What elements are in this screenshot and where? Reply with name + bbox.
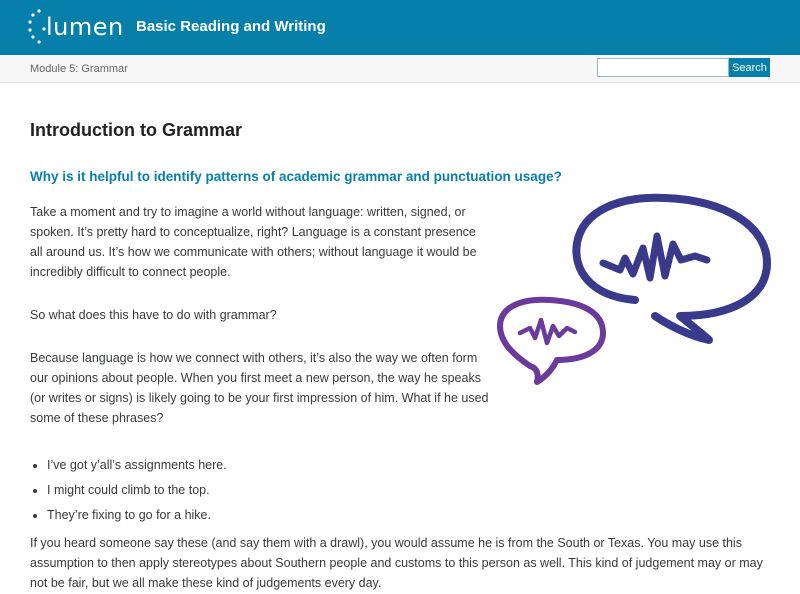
question-paragraph: So what does this have to do with grammar? [30, 308, 277, 322]
list-item: I’ve got y’all’s assignments here. [47, 453, 227, 478]
section-question: Why is it helpful to identify patterns of academic grammar and punctuation usage? [30, 169, 562, 184]
search-input[interactable] [597, 58, 729, 77]
course-title[interactable]: Basic Reading and Writing [136, 18, 326, 35]
logo-dots-icon [28, 8, 48, 48]
search-button[interactable]: Search [729, 58, 770, 77]
lumen-logo[interactable] [28, 8, 124, 48]
breadcrumb: Module 5: Grammar [30, 63, 128, 75]
list-item: They’re fixing to go for a hike. [47, 503, 227, 528]
breadcrumb-bar [0, 55, 800, 83]
example-phrases-list [30, 453, 227, 528]
page-title: Introduction to Grammar [30, 120, 243, 140]
list-item: I might could climb to the top. [47, 478, 227, 503]
speech-bubbles-icon [495, 188, 780, 388]
language-paragraph: Because language is how we connect with others, it’s also the way we often form our opinions about people. When you first meet a new person, the way he speaks (or writes or signs) is likely going to be your first impression of him. What if he used some of these phrases? [30, 351, 489, 425]
logo-text: lumen [46, 13, 124, 41]
main-content [30, 120, 770, 590]
top-header-bar [0, 0, 800, 55]
intro-paragraph: Take a moment and try to imagine a world without language: written, signed, or spoken. It’s pretty hard to conceptualize, right? Language is a constant presence all around us. It’s how we communicate with others; without language it would be incredibly difficult to connect people. [30, 205, 477, 279]
conclusion-paragraph: If you heard someone say these (and say them with a drawl), you would assume he is from the South or Texas. You may use this assumption to then apply stereotypes about Southern people and customs to this person as well. This kind of judgement may or may not be fair, but we all make these kind of judgements every day. [30, 536, 763, 590]
